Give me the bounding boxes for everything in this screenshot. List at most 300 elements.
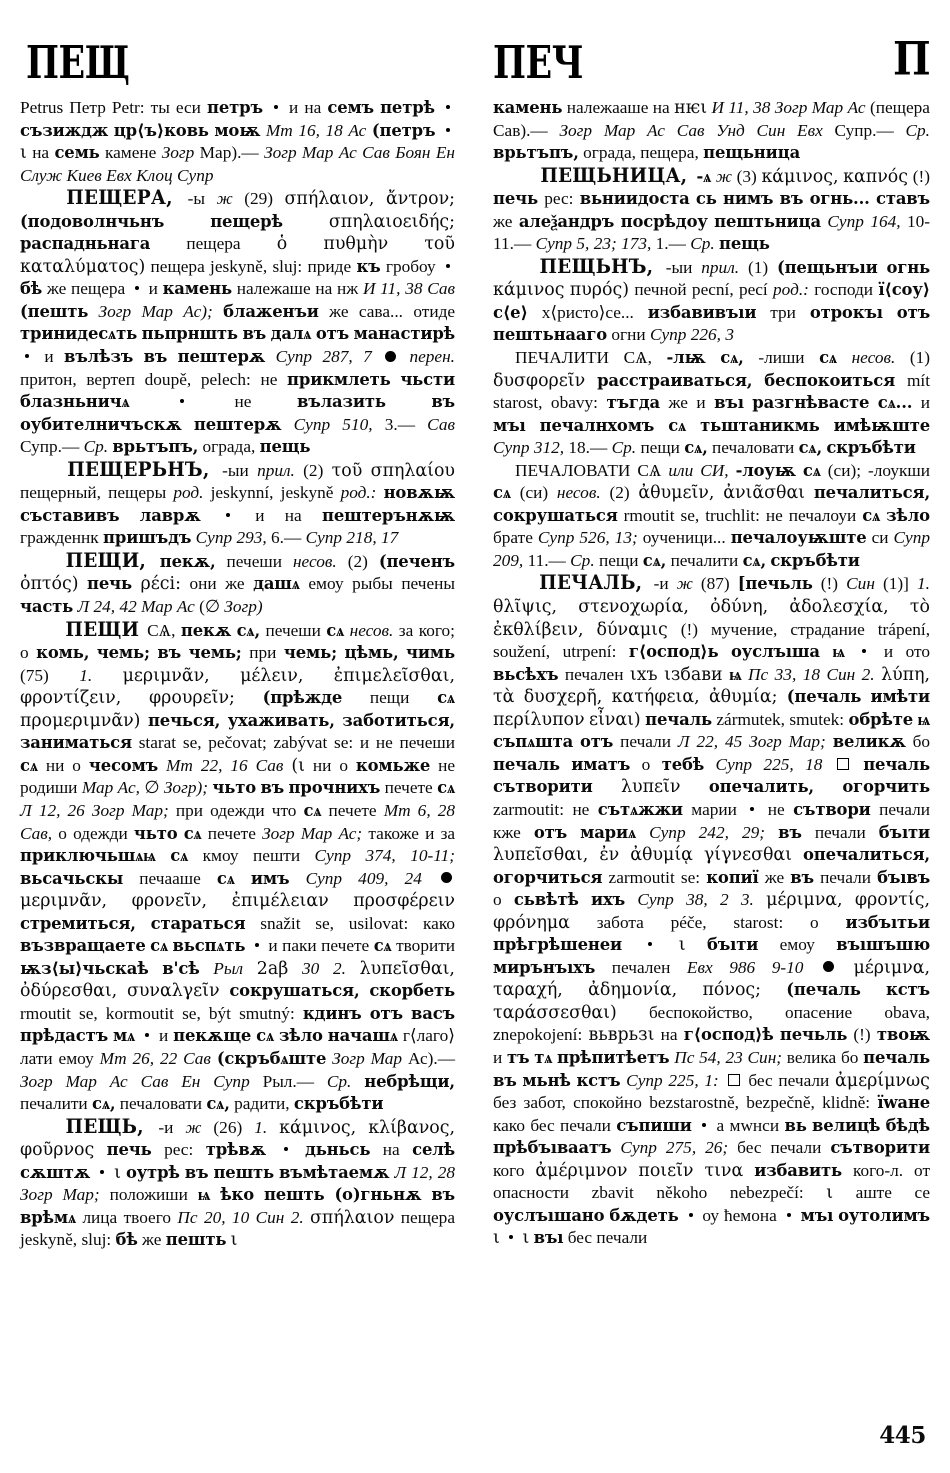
entry-token: господи [814, 280, 874, 300]
entry-token: ταράσσεσθαι) [493, 1002, 617, 1023]
entry-token: и [289, 98, 299, 117]
entry-token: съставивъ [20, 505, 120, 525]
running-head-center: ПЕЧ [493, 35, 584, 89]
entry-token: Супр [537, 528, 575, 548]
entry-token: ПЕЧАЛОВАТИ [515, 460, 631, 480]
entry-token: Супр [649, 822, 686, 842]
entry-token: ὁ [276, 234, 288, 255]
entry-token: о [493, 890, 502, 910]
bullet-open-marker [728, 1074, 740, 1086]
entry-token: φρόνημα [493, 912, 570, 933]
entry-token: ПЕЩИ, [65, 548, 147, 572]
entry-token: сѧ [216, 868, 235, 888]
entry-token: (пещьнъıи [776, 257, 878, 277]
entry-token: ухаживать, [227, 710, 335, 730]
entry-token: съпиши [616, 1115, 692, 1135]
entry-token: г⟨лаго⟩лати [20, 1026, 455, 1068]
entry-token: 1.— [655, 234, 686, 254]
entry-peshchi-sya [20, 619, 455, 1116]
entry-token: ѩ [729, 664, 742, 684]
entry-token: зѣло [886, 505, 930, 525]
entry-token: г⟨оспод⟩ь [628, 642, 719, 662]
entry-token: что [271, 800, 297, 820]
entry-token: о [810, 912, 819, 932]
entry-token: како [493, 1115, 525, 1135]
entry-token: г⟨оспод⟩ѣ [683, 1025, 774, 1045]
entry-token: имъ [250, 868, 290, 888]
entry-token: Ср. [905, 120, 930, 140]
entry-peshchera-continuation [493, 97, 930, 165]
entry-token: ограда, [202, 437, 256, 457]
entry-token: μέριμνα, [853, 957, 931, 978]
entry-token: избавить [754, 1160, 842, 1180]
entry-token: 293, [236, 528, 267, 548]
entry-token: 12, [411, 1162, 433, 1182]
entry-token: печься, [147, 710, 221, 730]
entry-token: Мар [300, 823, 333, 843]
entry-petrus-continuation [20, 97, 455, 187]
entry-token: ἐκθλίβειν, [493, 619, 584, 640]
entry-token: о [58, 823, 67, 843]
entry-token: 11, [380, 279, 401, 299]
bullet-filled-marker [385, 351, 396, 362]
entry-token: И [362, 279, 376, 299]
entry-token: 275, [665, 1138, 697, 1158]
entry-token: врьтъпъ, [112, 437, 199, 457]
entry-token: 33, [774, 664, 797, 684]
entry-token: ПЕЩЬНИЦА, [540, 163, 688, 187]
entry-token: ни [45, 755, 65, 775]
entry-token: сѧ [20, 755, 38, 775]
entry-token: 3 [725, 325, 734, 345]
entry-token: и [44, 347, 54, 367]
entry-token: pecní, [691, 280, 734, 300]
entry-token: Зогр [749, 732, 782, 752]
entry-token: опасение [784, 1002, 853, 1022]
entry-token: ж [715, 166, 732, 186]
entry-token: starost, [493, 393, 543, 413]
entry-token: пьпрншть [141, 324, 238, 344]
entry-token: 510, [342, 414, 373, 434]
entry-token: truchlit: [705, 505, 760, 525]
entry-token: оубителничъскѫ [20, 414, 182, 434]
entry-token: мариѧ [580, 822, 637, 842]
entry-token: μέριμνα, [766, 890, 843, 911]
entry-token: за [398, 620, 414, 640]
entry-token: небрѣщи, [364, 1071, 455, 1091]
entry-token: ты [150, 98, 170, 117]
entry-token: и [696, 393, 706, 413]
entry-token: пещьница [703, 143, 801, 163]
entry-token: Киев [66, 165, 102, 185]
entry-token: ὀδύνη, [710, 597, 769, 618]
entry-token: 26, [132, 1048, 155, 1068]
entry-token: Син; [747, 1047, 783, 1067]
entry-token: разгнѣвасте [752, 393, 870, 413]
column-left [20, 97, 455, 1252]
entry-token: сѧ [256, 1026, 275, 1046]
entry-token: καπνός [843, 166, 908, 187]
entry-token: пещера [400, 1207, 455, 1227]
entry-token: (скръбѧште [216, 1048, 327, 1068]
entry-token: zarmoutit: [493, 799, 565, 819]
entry-token: И [711, 98, 724, 117]
entry-token: 526, [579, 528, 610, 548]
entry-token: отъ [315, 324, 350, 344]
entry-token: ѩ [197, 1185, 211, 1205]
entry-token: 312, [533, 438, 565, 458]
entry-token: Зогр [774, 98, 808, 117]
entry-token: кже [493, 822, 521, 842]
entry-token: не [767, 799, 785, 819]
entry-token: ἀμέριμνον [535, 1160, 628, 1181]
entry-token: se, [78, 1003, 98, 1023]
entry-token: Мт [99, 1048, 127, 1068]
entry-token: вертеп [86, 369, 135, 389]
entry-token: дьньсь [304, 1140, 371, 1160]
entry-token: несов. [292, 551, 337, 571]
entry-token: сѫштѫ [20, 1162, 91, 1182]
entry-token: печалити [670, 550, 739, 570]
entry-token: камень [162, 279, 232, 299]
entry-token: въ [143, 347, 168, 367]
entry-token: Супр [649, 325, 687, 345]
entry-token: не [234, 392, 252, 412]
entry-token: 38 [753, 98, 771, 117]
entry-token: λυπεῖν [621, 777, 681, 798]
entry-token: kormoutit [105, 1003, 174, 1023]
entry-token: моѭ [214, 120, 261, 140]
entry-token: оуслъıша [731, 642, 820, 662]
dot-separator [446, 105, 450, 109]
entry-token: 10 [231, 1207, 250, 1227]
entry-token: (си); [827, 460, 861, 480]
entry-token: (печаль [786, 980, 861, 1000]
entry-token: еси [175, 98, 201, 117]
entry-token: ∅ [144, 778, 160, 798]
entry-token: сѧ, [642, 550, 667, 570]
entry-token: μεριμνᾶν, [20, 891, 108, 912]
entry-token: 28 [437, 800, 456, 820]
entry-token: часть [20, 597, 74, 617]
entry-token: камень [493, 98, 563, 117]
entry-token: ὀπτός) [20, 574, 79, 595]
entry-token: одежди [210, 800, 265, 820]
entry-token: Ас [109, 1071, 128, 1091]
bullet-filled-marker [441, 872, 452, 883]
entry-token: належаше [236, 279, 311, 299]
entry-token: и [883, 642, 894, 662]
entry-token: zármutek, [716, 709, 785, 729]
entry-token: бъıвъ [877, 867, 931, 887]
entry-token: тьштаникмь [700, 415, 820, 435]
entry-token: znepokojení: [493, 1025, 583, 1045]
entry-token: заниматься [20, 733, 132, 753]
entry-token: пештьнааго [493, 325, 608, 345]
entry-token: 1. [254, 1117, 268, 1137]
entry-token: Мар).— [199, 143, 259, 163]
entry-token: Ен [181, 1071, 201, 1091]
entry-token: мъı [493, 415, 526, 435]
entry-token: 986 [729, 957, 756, 977]
entry-token: без [493, 1093, 517, 1113]
entry-token: печеши [399, 733, 455, 753]
entry-token: σπήλαιον, [284, 189, 375, 210]
entry-token: 1. [79, 665, 93, 685]
entry-token: Супр [177, 165, 214, 185]
entry-token: паки [282, 936, 317, 956]
entry-token: СИ, [700, 460, 729, 480]
entry-token: 26 [67, 800, 85, 820]
entry-token: не [438, 755, 455, 775]
entry-token: Зогр [264, 143, 297, 163]
entry-token: 218, [346, 528, 377, 548]
entry-token: pečovat; [208, 733, 267, 753]
entry-token: ПЕЩЬ, [65, 1114, 144, 1138]
entry-token: оученици... [642, 528, 726, 548]
entry-token: ι [114, 1162, 121, 1183]
entry-token: три [770, 302, 796, 322]
entry-token: 225, [763, 754, 794, 774]
entry-token: чьсти [400, 369, 455, 389]
entry-token: опечалить, [708, 777, 814, 797]
entry-token: ѩ [917, 709, 931, 729]
entry-token: Евх [106, 165, 132, 185]
entry-token: приде [307, 256, 352, 276]
entry-token: радити, [234, 1094, 290, 1114]
entry-token: Син [255, 1207, 285, 1227]
entry-token: (петръ [371, 120, 436, 140]
entry-token: прѣдастъ [20, 1026, 109, 1046]
entry-token: тринидесѧть [20, 324, 138, 344]
entry-token: несов. [556, 483, 601, 503]
dot-separator [25, 354, 29, 358]
entry-token: Petrus [20, 98, 64, 117]
entry-token: бѣ [20, 279, 43, 299]
entry-token: огнь [886, 257, 931, 277]
entry-token: печь [87, 574, 132, 594]
entry-token: вь [784, 1115, 807, 1135]
entry-token: рес: [544, 189, 574, 209]
entry-token: 374, [365, 846, 396, 866]
entry-token: ж [216, 189, 233, 209]
entry-token: гробоу [385, 256, 436, 276]
entry-token: отъ [896, 302, 931, 322]
entry-token: Син [846, 574, 875, 594]
entry-token: (2) [347, 551, 368, 571]
entry-token: sluj: [272, 256, 303, 276]
entry-token: ограда, [583, 143, 636, 163]
entry-token: и [425, 823, 435, 843]
dot-separator [862, 649, 866, 653]
entry-token: лаврѫ [139, 505, 201, 525]
entry-token: -ы [187, 189, 206, 209]
entry-token: печь [493, 189, 538, 209]
entry-token: бес [530, 1115, 555, 1135]
entry-token: (26) [213, 1117, 243, 1137]
entry-token: на [284, 505, 302, 525]
entry-token: κλίβανος, [368, 1117, 456, 1138]
entry-token: сѧ [437, 778, 456, 798]
entry-token: smutek: [789, 709, 845, 729]
entry-token: ἀθυμίᾳ [630, 845, 693, 866]
entry-token: Супр [620, 1138, 657, 1158]
entry-token: печалити [20, 1094, 88, 1114]
entry-token: печали [620, 732, 671, 752]
entry-token: ихъ [590, 890, 626, 910]
entry-token: 287, [322, 347, 353, 367]
entry-token: нимъ [722, 189, 774, 209]
entry-token: печали [879, 799, 930, 819]
entry-token: печали [596, 1228, 648, 1248]
entry-token: Супр.— [834, 120, 894, 140]
entry-token: sluj: [81, 1230, 112, 1250]
entry-token: 10-11.— [493, 211, 931, 254]
entry-token: въ [779, 189, 804, 209]
entry-token: вьсѣхъ [493, 664, 559, 684]
entry-token: пещи [598, 550, 639, 570]
entry-token: 6.— [271, 528, 302, 548]
entry-token: оутолимъ [838, 1205, 930, 1225]
entry-token: ρέсі: [140, 574, 181, 595]
entry-token: си [871, 528, 889, 548]
entry-token: печете [328, 800, 377, 820]
entry-token: къ [356, 256, 381, 276]
entry-token: лица [82, 1207, 118, 1227]
entry-token: -лоукши [868, 460, 930, 480]
entry-token: цѣмь, [344, 643, 399, 663]
entry-token: κατήφεια, [611, 687, 700, 708]
entry-token: φοῦρνος [20, 1140, 95, 1161]
entry-token: скръбѣти [293, 1094, 384, 1114]
entry-token: емоу [779, 935, 815, 955]
entry-token: ѩ [832, 642, 845, 662]
entry-token: ПЕЩЕРЬНЪ, [67, 457, 210, 481]
entry-token: емоу [308, 574, 344, 594]
entry-token: ї⟨соу⟩с⟨е⟩ [493, 280, 931, 322]
entry-token: бес [748, 1070, 773, 1090]
entry-token: δύναμις [596, 619, 668, 640]
entry-token: распадньнага [20, 234, 151, 254]
entry-token: кстъ [576, 1070, 621, 1090]
entry-token: jeskyně, [210, 256, 268, 276]
entry-token: Супр [827, 211, 864, 231]
entry-token: se: [680, 867, 701, 887]
entry-token: СѦ [637, 460, 662, 480]
entry-token: (пешть [20, 301, 89, 321]
entry-token: на [652, 98, 670, 117]
entry-token: рес: [164, 1140, 194, 1160]
entry-token: 11.— [527, 550, 566, 570]
entry-token: 3. [740, 890, 754, 910]
entry-token: τοῦ [331, 460, 363, 481]
entry-token: Сав, [20, 823, 53, 843]
entry-token: пещи [640, 438, 680, 458]
entry-token: врьтъпъ, [493, 143, 579, 163]
entry-token: сѧ [326, 620, 345, 640]
entry-token: не [375, 733, 393, 753]
entry-token: Евх [797, 120, 823, 140]
entry-token: péče, [670, 912, 707, 932]
entry-token: род. [173, 483, 204, 503]
entry-token: пещера, [640, 143, 699, 163]
entry-token: сѧ [150, 936, 168, 956]
entry-token: -ыи [222, 460, 249, 480]
entry-token: Пс [674, 1047, 695, 1067]
entry-token: СѦ, [623, 348, 652, 368]
entry-token: избавивъıи [647, 302, 757, 322]
entry-token: δυσφορεῖν [493, 370, 586, 391]
entry-token: -лоуѭ [735, 460, 796, 480]
entry-token: печаль [493, 754, 560, 774]
entry-token: φρονεῖν, [131, 891, 208, 912]
entry-token: сѧ [493, 483, 511, 503]
entry-token: Мар [603, 120, 636, 140]
entry-token: сѧ, [236, 620, 261, 640]
entry-token: Супр [305, 528, 343, 548]
entry-token: же [329, 301, 349, 321]
dot-separator [180, 399, 184, 403]
entry-token: ото [905, 642, 931, 662]
entry-token: пекѫще [173, 1026, 252, 1046]
dot-separator [274, 105, 278, 109]
entry-token: не [765, 505, 783, 525]
entry-token: кмоу [202, 846, 239, 866]
entry-token: тѧ [534, 1047, 553, 1067]
entry-token: Сав [676, 120, 705, 140]
entry-token: Сав [255, 755, 284, 775]
entry-token: ι [826, 1183, 834, 1204]
entry-token: сѧ, [742, 550, 767, 570]
entry-token: (1)] [883, 574, 909, 594]
entry-token: аште [855, 1183, 892, 1203]
entry-token: τὰ [493, 687, 515, 708]
entry-token: Супр.— [20, 437, 80, 457]
entry-token: творити [396, 936, 456, 956]
entry-token: 16 [230, 755, 248, 775]
entry-token: Супр [293, 414, 331, 434]
entry-token: 54, [699, 1047, 721, 1067]
entry-token: Мар [811, 98, 844, 117]
entry-token: чьто [212, 778, 257, 798]
entry-token: Боян [395, 143, 431, 163]
entry-token: твоѭ [876, 1025, 930, 1045]
entry-token: 22 [159, 1048, 178, 1068]
entry-token: -и [653, 574, 669, 594]
entry-token: στενοχωρία, [578, 597, 689, 618]
entry-token: пешти [253, 846, 301, 866]
entry-token: ПЕЩИ [65, 617, 140, 641]
entry-token: имѣти [870, 687, 931, 707]
entry-token: опечалиться, [803, 845, 930, 865]
entry-token: прил. [701, 257, 740, 277]
entry-token: klidně: [822, 1093, 871, 1113]
entry-token: προμεριμνᾶν) [20, 710, 141, 731]
entry-token: πόνος; [702, 980, 762, 1001]
entry-token: бѣ [115, 1230, 138, 1250]
entry-token: бѫдеть [609, 1205, 679, 1225]
entry-token: Ср. [611, 438, 637, 458]
entry-token: (си) [519, 483, 549, 503]
entry-token: пещера [186, 234, 241, 254]
entry-token: Л [77, 597, 90, 617]
entry-token: петрѣ [380, 98, 435, 117]
entry-token: Ен [435, 143, 456, 163]
entry-token: ПЕЩЕРА, [66, 186, 173, 210]
entry-token: Супр [626, 1070, 663, 1090]
entry-token: Сав [362, 143, 390, 163]
dot-separator [689, 1213, 693, 1217]
